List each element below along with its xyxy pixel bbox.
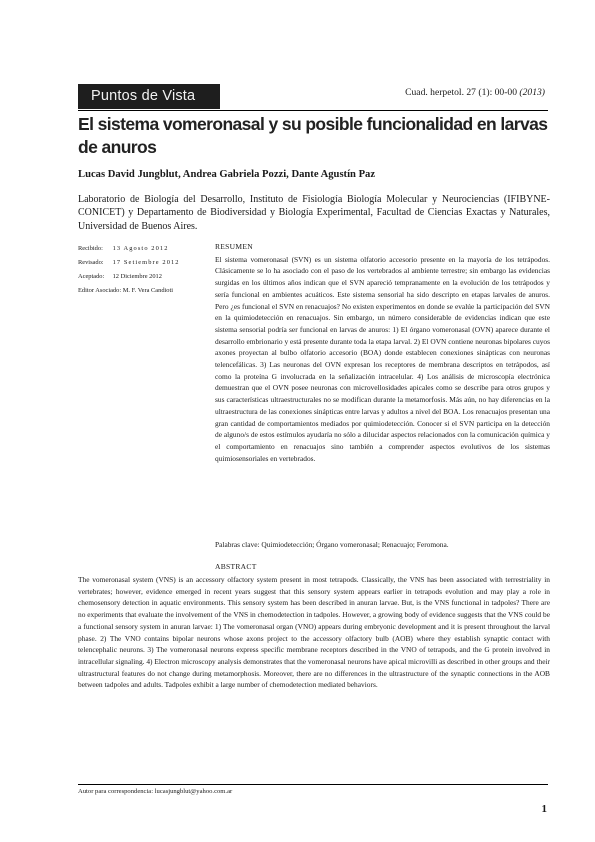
section-label: Puntos de Vista xyxy=(78,84,220,109)
abstract-heading: ABSTRACT xyxy=(215,562,257,571)
footnote-rule xyxy=(78,784,548,785)
article-authors: Lucas David Jungblut, Andrea Gabriela Pozzi, Dante Agustín Paz xyxy=(78,169,376,180)
header-rule xyxy=(78,110,548,111)
received-date: 13 Agosto 2012 xyxy=(112,245,169,252)
resumen-heading: RESUMEN xyxy=(215,242,253,251)
received-label: Recibido: xyxy=(78,245,103,252)
keywords: Palabras clave: Quimiodetección; Órgano vomeronasal; Renacuajo; Feromona. xyxy=(215,540,449,549)
revised-row xyxy=(78,256,208,270)
accepted-label: Aceptado: xyxy=(78,273,105,280)
accepted-row xyxy=(78,270,208,284)
article-affiliation: Laboratorio de Biología del Desarrollo, Instituto de Fisiología Biología Molecular y Neurociencias (IFIBYNE-CONICET) y Departamento de Biodiversidad y Biología Experimental, Facultad de Ciencias Exactas y Naturales, Universidad de Buenos Aires. xyxy=(78,194,550,232)
abstract-text: The vomeronasal system (VNS) is an accessory olfactory system present in most tetrapods. Classically, the VNS has been associated with terrestriality in vertebrates; however, evidence emerged in recent years suggest that this sensory system appears earlier in tetrapods evolution and may play a role in chemosensory detection in aquatic environments. This sensory system has been described in anuran larvae. But, is the VNS functional in tadpoles? There are no experiments that evaluate the involvement of the VNS in chemodetection in tadpoles. However, a growing body of evidence suggests that the VNS could be a functional sensory system in anuran larvae: 1) The vomeronasal organ (VNO) appears during embryonic development and it is present throughout the larval phase. 2) The VNO contains bipolar neurons whose axons project to the accessory olfactory bulb (AOB) where they establish synaptic contact with telencephalic neurons. 3) The vomeronasal neurons express specific membrane receptors described in the VNO of tetrapods, and the G protein involved in intracellular signaling. 4) Electron microscopy analysis demonstrates that the vomeronasal neurons have apical microvilli as described in other groups and their ultrastructural features do not change during metamorphosis. Moreover, there are no differences in the ultrastructure of the synaptic connections in the AOB between tadpoles and adults. Tadpoles exhibit a large number of chemodetection mediated behaviors. xyxy=(78,575,550,690)
journal-year: (2013) xyxy=(519,87,545,98)
journal-ref-text: Cuad. herpetol. 27 (1): 00-00 xyxy=(405,87,518,98)
accepted-date: 12 Diciembre 2012 xyxy=(112,273,162,280)
article-title: El sistema vomeronasal y su posible funcionalidad en larvas de anuros xyxy=(78,114,548,157)
resumen-section xyxy=(215,241,550,464)
revised-label: Revisado: xyxy=(78,259,104,266)
revised-date: 17 Setiembre 2012 xyxy=(112,259,180,266)
page-number: 1 xyxy=(541,803,547,815)
correspondence-footnote: Autor para correspondencia: lucasjungblut@yahoo.com.ar xyxy=(78,788,233,795)
resumen-text: El sistema vomeronasal (SVN) es un sistema olfatorio accesorio presente en la mayoría de los tetrápodos. Clásicamente se lo ha asociado con el paso de los vertebrados al ambiente terrestre; sin embargo las evidencias surgidas en los últimos años indican que el SVN apareció tempranamente en la evolución de los tetrápodos y sería funcional en ambientes acuáticos. Este sistema sensorial ha sido descripto en etapas larvales de anuros. Pero ¿es funcional el SVN en renacuajos? No existen experimentos en donde se evalúe la participación del SVN en la quimiodetección en renacuajos. Sin embargo, un número considerable de evidencias indican que este sistema sensorial podría ser funcional en larvas de anuros: 1) El órgano vomeronasal (OVN) aparece durante el desarrollo embrionario y está presente durante toda la etapa larval. 2) El OVN contiene neuronas bipolares cuyos axones proyectan al bulbo olfatorio accesorio (BOA) donde establecen conexiones sinápticas con neuronas telencefálicas. 3) Las neuronas del OVN expresan los receptores de membrana descriptos en tetrápodos, así como la proteína G involucrada en la señalización intracelular. 4) Los análisis de microscopía electrónica demuestran que el OVN posee neuronas con microvellosidades apicales como se describe para otros grupos y sus características ultraestructurales no se modifican durante la metamorfosis. Más aún, no hay diferencias en la ultraestructura de las conexiones sinápticas entre larvas y adultos a nivel del BOA. Los renacuajos presentan una gran cantidad de comportamientos mediados por quimiodetección. Conocer si el SVN participa en la detección de alguno/s de estos estímulos ayudaría no sólo a dilucidar aspectos relacionados con la comunicación química y el comportamiento en renacuajos sino también a comprender aspectos evolutivos de los sistemas quimiosensoriales en vertebrados. xyxy=(215,254,550,463)
associate-editor: Editor Asociado: M. F. Vera Candioti xyxy=(78,287,174,294)
journal-citation xyxy=(405,87,545,98)
received-row xyxy=(78,242,208,256)
article-history xyxy=(78,242,208,298)
